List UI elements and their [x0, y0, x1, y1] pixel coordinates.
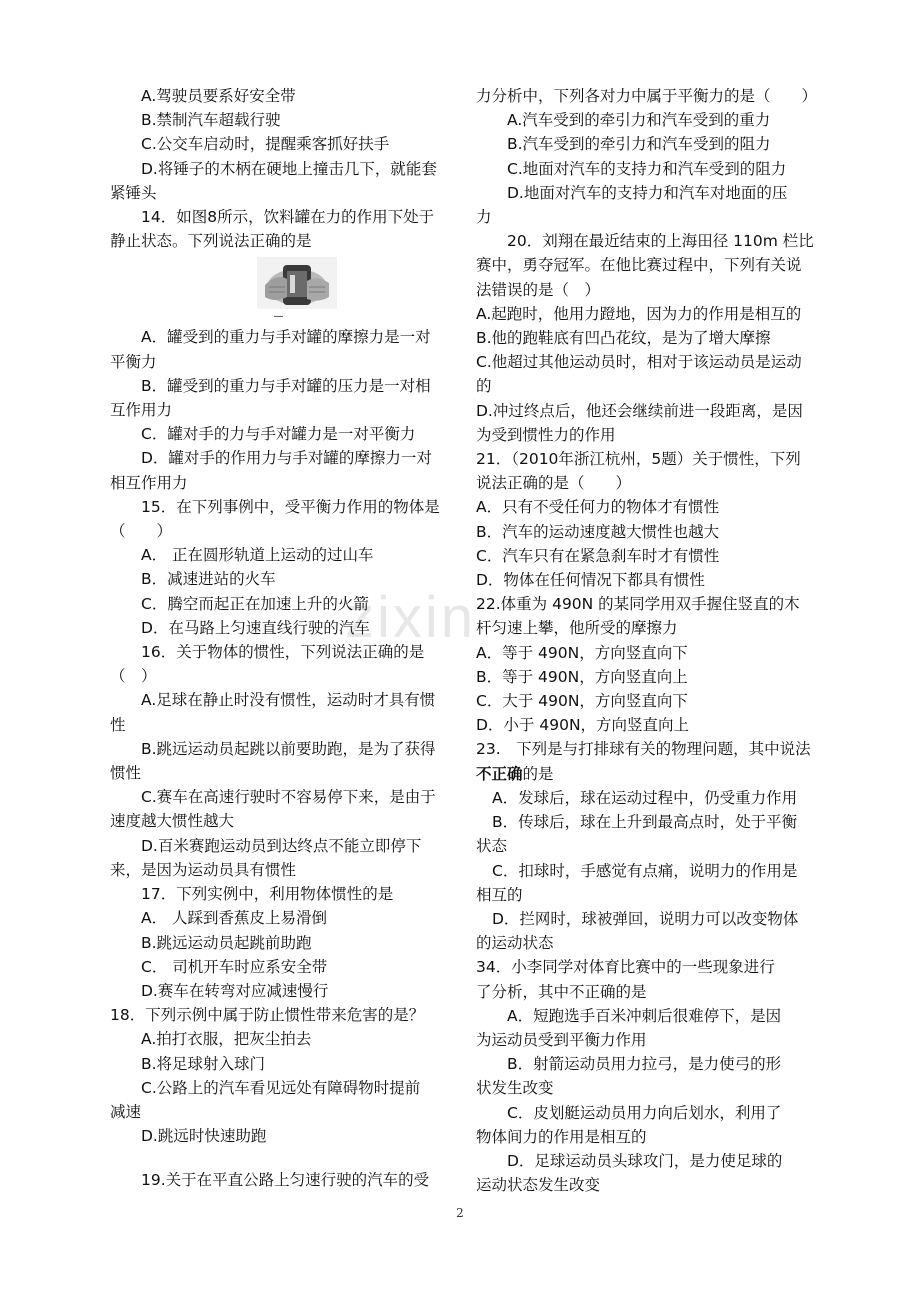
option-c: C.公路上的汽车看见远处有障碍物时提前 [141, 1078, 421, 1097]
option-c: C．皮划艇运动员用力向后划水，利用了 [507, 1103, 782, 1122]
figure-caption: — [273, 311, 284, 323]
option-b: B.跳远运动员起跳以前要助跑，是为了获得 [141, 739, 436, 758]
option-d: D.跳远时快速助跑 [141, 1127, 267, 1146]
option-d-cont: 的运动状态 [476, 934, 554, 953]
option-c: C.地面对汽车的支持力和汽车受到的阻力 [507, 159, 787, 178]
question-13-options [110, 84, 447, 205]
question-stem: 20．刘翔在最近结束的上海田径 110m 栏比 [507, 232, 814, 251]
question-stem-cont: 法错误的是（ ） [476, 280, 601, 299]
question-stem: 34．小李同学对体育比赛中的一些现象进行 [476, 958, 775, 977]
option-c: C.他超过其他运动员时，相对于该运动员是运动 [476, 353, 802, 372]
option-d: D．罐对手的作用力与手对罐的摩擦力一对 [141, 449, 432, 468]
question-stem: 23. 下列是与打排球有关的物理问题，其中说法 [476, 740, 811, 759]
question-stem: 21．（2010年浙江杭州，5题）关于惯性，下列 [476, 450, 801, 469]
option-d: D.百米赛跑运动员到达终点不能立即停下 [141, 836, 422, 855]
question-stem: 14．如图8所示，饮料罐在力的作用下处于 [141, 208, 435, 227]
question-18 [110, 1003, 447, 1148]
option-b-cont: 状发生改变 [476, 1079, 554, 1098]
question-20 [476, 229, 816, 447]
question-17 [110, 882, 447, 1003]
option-a: A． 正在圆形轨道上运动的过山车 [141, 546, 374, 565]
option-d: D．小于 490N，方向竖直向上 [476, 716, 690, 735]
option-d: D．在马路上匀速直线行驶的汽车 [141, 618, 370, 637]
option-d-cont: 力 [476, 208, 492, 227]
option-d: D.将锤子的木柄在硬地上撞击几下，就能套 [141, 159, 437, 178]
question-stem-cont: 说法正确的是（ ） [476, 474, 632, 493]
answer-bracket: （ ） [110, 667, 157, 686]
option-a: A.起跑时，他用力蹬地，因为力的作用是相互的 [476, 304, 802, 323]
question-stem: 15．在下列事例中，受平衡力作用的物体是 [141, 497, 440, 516]
question-stem-cont [476, 762, 816, 786]
option-a: A．短跑选手百米冲刺后很难停下，是因 [507, 1006, 782, 1025]
option-a: A． 人踩到香蕉皮上易滑倒 [141, 909, 328, 928]
option-d-cont: 为受到惯性力的作用 [476, 425, 616, 444]
question-stem: 16．关于物体的惯性，下列说法正确的是 [141, 643, 425, 662]
option-d: D．足球运动员头球攻门，是力使足球的 [507, 1151, 783, 1170]
stem-tail: 的是 [522, 764, 554, 783]
option-c: C．大于 490N，方向竖直向下 [476, 692, 688, 711]
question-19 [476, 84, 816, 229]
option-c: C．扣球时，手感觉有点痛，说明力的作用是 [492, 861, 798, 880]
option-c: C.公交车启动时，提醒乘客抓好扶手 [141, 135, 390, 154]
option-c-cont: 减速 [110, 1102, 142, 1121]
option-d-cont: 运动状态发生改变 [476, 1176, 601, 1195]
option-b: B.跳远运动员起跳前助跑 [141, 933, 312, 952]
answer-bracket: （ ） [110, 522, 173, 541]
option-d-cont: 相互作用力 [110, 473, 188, 492]
question-23 [476, 737, 816, 955]
option-a-cont: 性 [110, 715, 126, 734]
question-16 [110, 640, 447, 882]
question-stem-cont: 赛中，勇夺冠军。在他比赛过程中，下列有关说 [476, 256, 802, 275]
option-a-cont: 为运动员受到平衡力作用 [476, 1030, 647, 1049]
page-number: 2 [456, 1206, 464, 1220]
option-b: B．等于 490N，方向竖直向上 [476, 667, 688, 686]
option-b-cont: 状态 [476, 837, 508, 856]
can-in-hand-image [257, 257, 337, 309]
watermark: zixin [345, 585, 477, 650]
option-a-cont: 平衡力 [110, 352, 157, 371]
option-a: A．只有不受任何力的物体才有惯性 [476, 498, 720, 517]
option-b: B.将足球射入球门 [141, 1054, 266, 1073]
option-b: B．罐受到的重力与手对罐的压力是一对相 [141, 376, 431, 395]
option-b: B．减速进站的火车 [141, 570, 276, 589]
question-stem: 18．下列示例中属于防止惯性带来危害的是？ [110, 1006, 425, 1025]
option-a: A.拍打衣服，把灰尘拍去 [141, 1030, 312, 1049]
option-d: D.地面对汽车的支持力和汽车对地面的压 [507, 183, 788, 202]
option-b: B.汽车受到的牵引力和汽车受到的阻力 [507, 135, 771, 154]
option-a: A.驾驶员要系好安全带 [141, 87, 296, 105]
option-c: C.赛车在高速行驶时不容易停下来，是由于 [141, 788, 436, 807]
option-a: A.汽车受到的牵引力和汽车受到的重力 [507, 111, 771, 130]
question-stem-cont: 力分析中，下列各对力中属于平衡力的是（ ） [476, 87, 818, 105]
option-a: A．等于 490N，方向竖直向下 [476, 643, 688, 662]
option-d-cont: 紧锤头 [110, 183, 157, 202]
option-d: D.冲过终点后，他还会继续前进一段距离，是因 [476, 401, 803, 420]
option-b: B.他的跑鞋底有凹凸花纹，是为了增大摩擦 [476, 329, 771, 348]
left-column [110, 84, 447, 1193]
question-21 [476, 447, 816, 592]
right-column [476, 84, 816, 1197]
question-22 [476, 592, 816, 737]
option-a: A．发球后，球在运动过程中，仍受重力作用 [492, 788, 798, 807]
emphasis-not-correct: 不正确 [476, 764, 523, 783]
option-a: A.足球在静止时没有惯性，运动时才具有惯 [141, 691, 436, 710]
can-in-hand-figure [257, 257, 337, 309]
option-b-cont: 惯性 [110, 764, 142, 783]
option-c: C． 司机开车时应系安全带 [141, 957, 328, 976]
option-c: C．腾空而起正在加速上升的火箭 [141, 594, 369, 613]
option-c-cont: 速度越大惯性越大 [110, 812, 235, 831]
question-stem-cont: 杆匀速上攀，他所受的摩擦力 [476, 619, 678, 638]
option-a: A．罐受到的重力与手对罐的摩擦力是一对 [141, 328, 431, 347]
question-19-stem: 19.关于在平直公路上匀速行驶的汽车的受 [141, 1171, 430, 1190]
option-c: C．罐对手的力与手对罐力是一对平衡力 [141, 425, 416, 444]
option-b-cont: 互作用力 [110, 401, 173, 420]
option-c-cont: 的 [476, 377, 492, 396]
option-c: C．汽车只有在紧急刹车时才有惯性 [476, 546, 720, 565]
question-34 [476, 955, 816, 1197]
question-stem: 17．下列实例中，利用物体惯性的是 [141, 885, 394, 904]
option-c-cont: 相互的 [476, 885, 523, 904]
option-c-cont: 物体间力的作用是相互的 [476, 1127, 647, 1146]
option-b: B．射箭运动员用力拉弓，是力使弓的形 [507, 1055, 782, 1074]
option-d: D．物体在任何情况下都具有惯性 [476, 571, 705, 590]
option-b: B．汽车的运动速度越大惯性也越大 [476, 522, 720, 541]
option-b: B．传球后，球在上升到最高点时，处于平衡 [492, 813, 798, 832]
question-stem-cont: 静止状态。下列说法正确的是 [110, 232, 312, 251]
question-stem-cont: 了分析，其中不正确的是 [476, 982, 647, 1001]
option-d-cont: 来，是因为运动员具有惯性 [110, 860, 297, 879]
option-d: D．拦网时，球被弹回，说明力可以改变物体 [492, 909, 799, 928]
option-d: D.赛车在转弯对应减速慢行 [141, 981, 329, 1000]
question-stem: 22.体重为 490N 的某同学用双手握住竖直的木 [476, 595, 800, 614]
question-14 [110, 205, 447, 495]
option-b: B.禁制汽车超载行驶 [141, 111, 281, 130]
question-15 [110, 495, 447, 640]
